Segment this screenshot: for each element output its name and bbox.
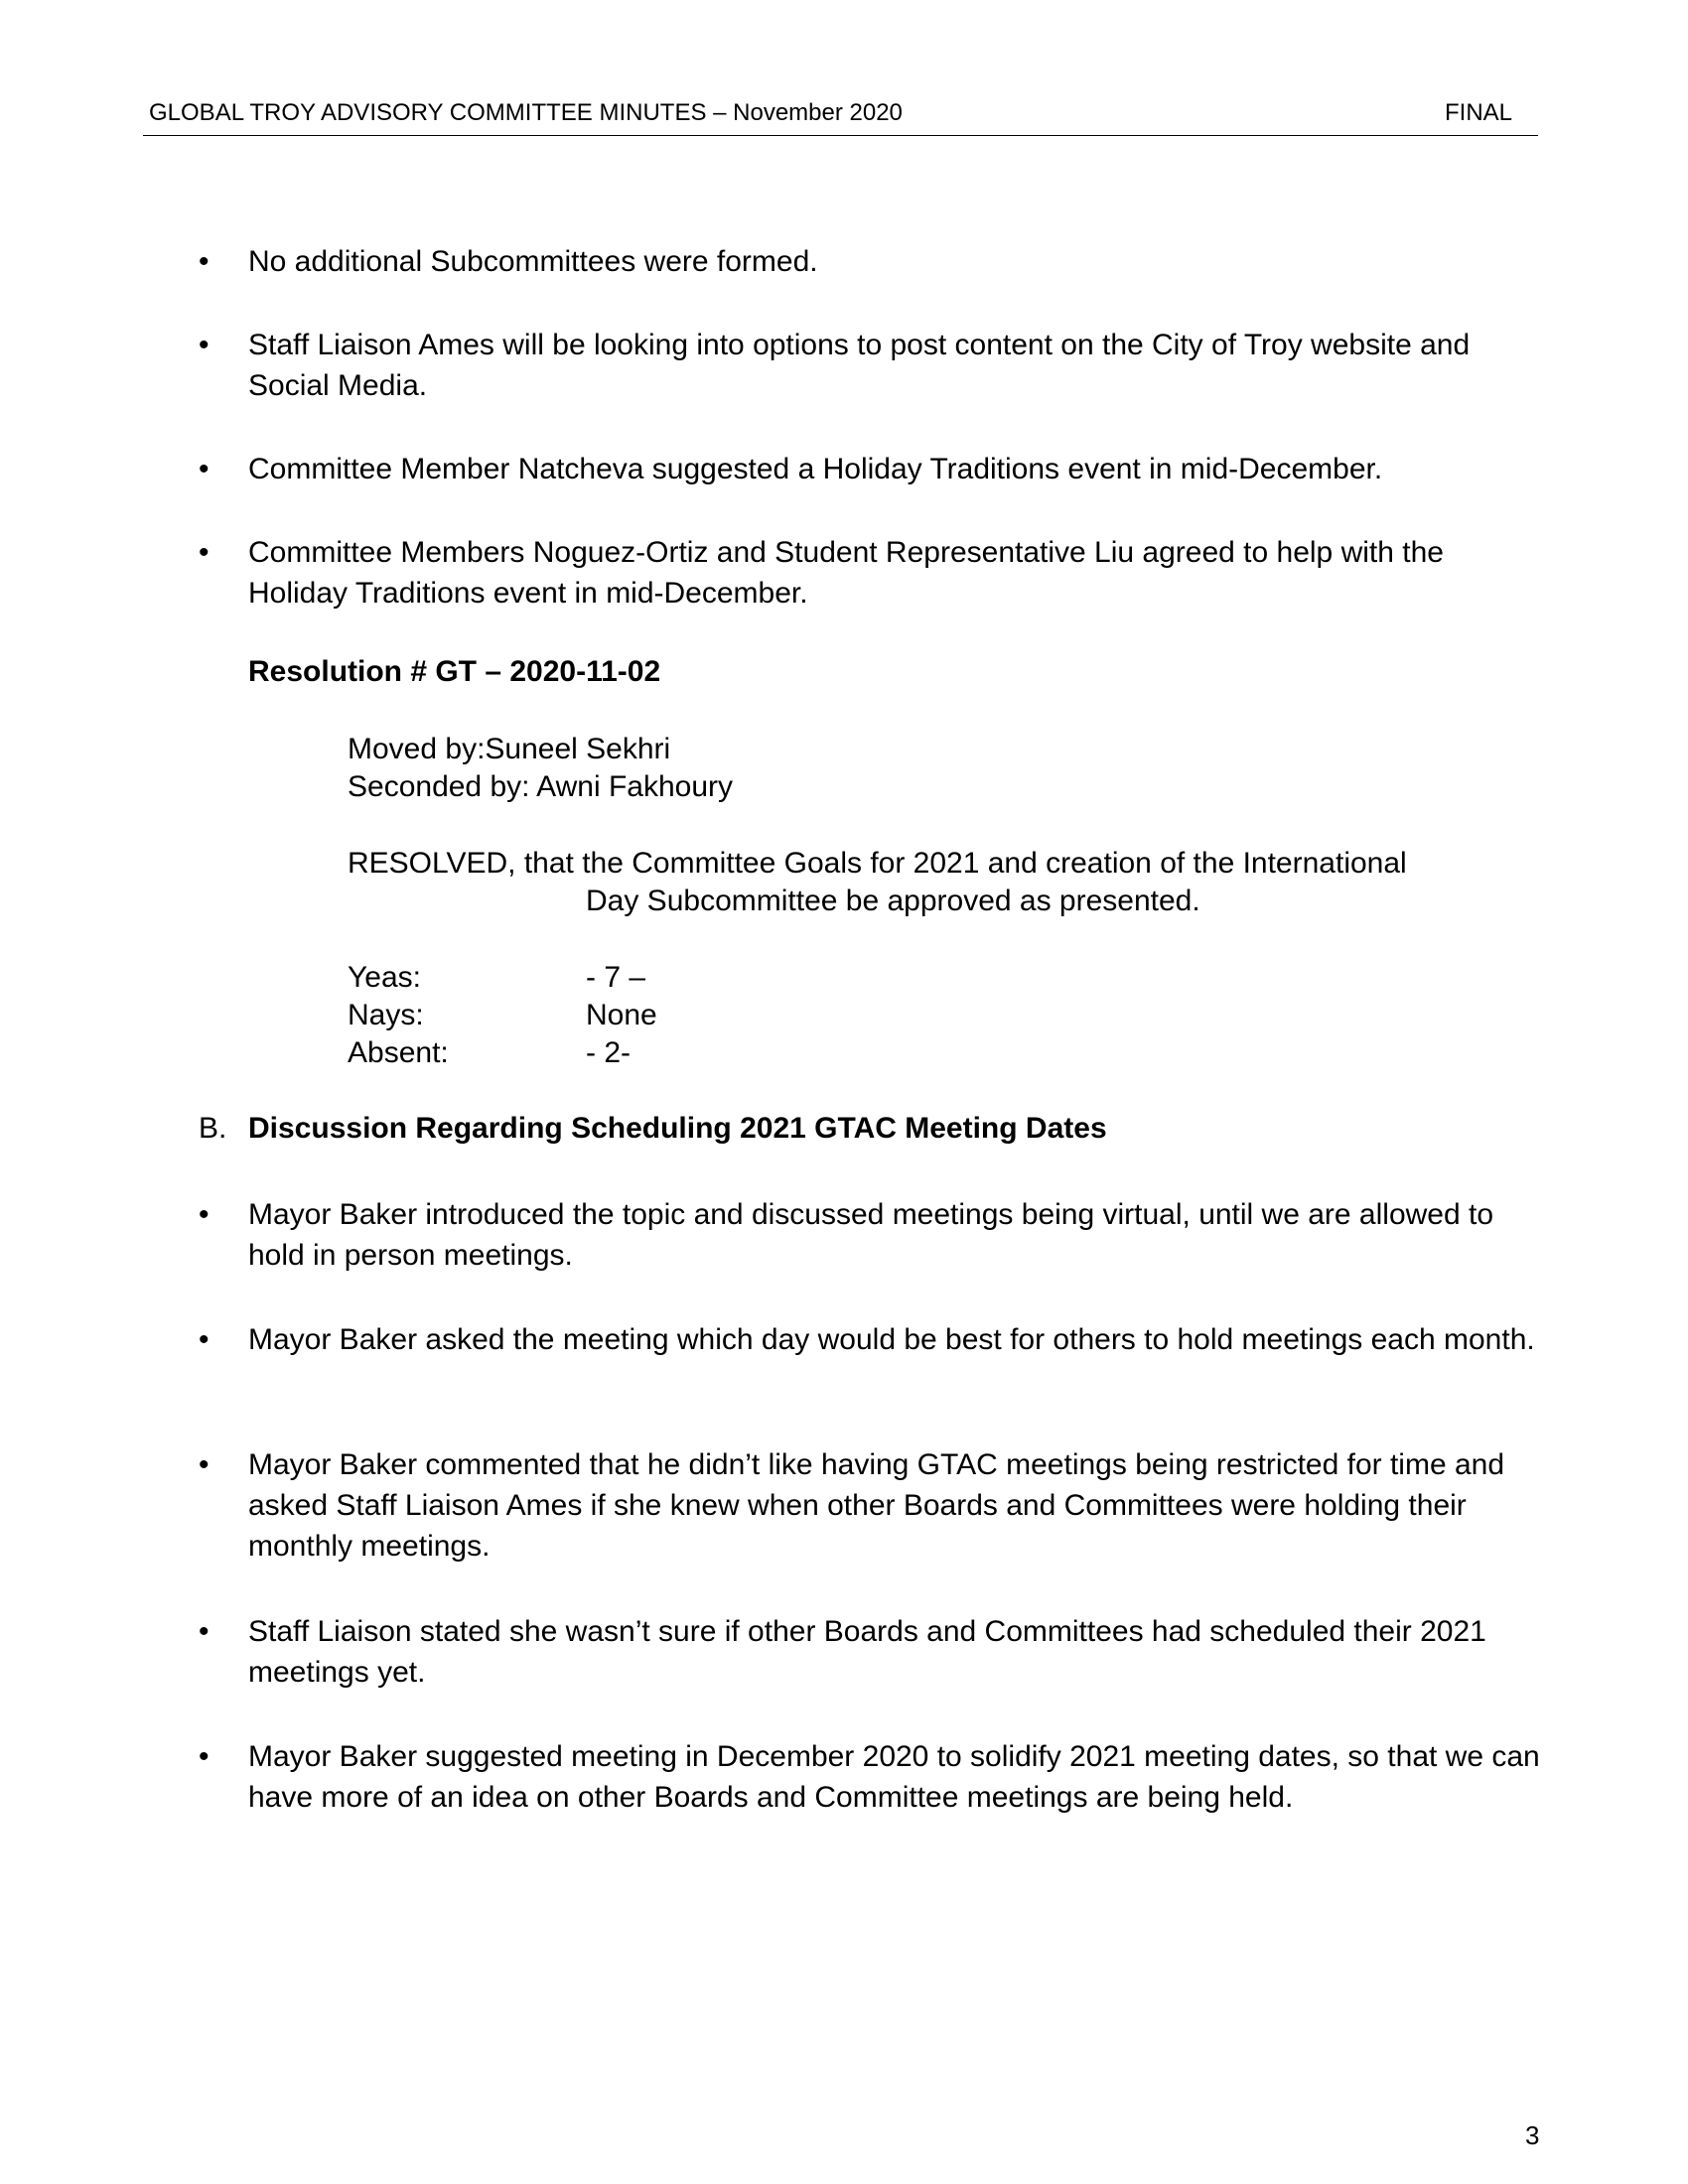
section-heading: Discussion Regarding Scheduling 2021 GTAC Meeting Dates bbox=[248, 1112, 1107, 1145]
page-number: 3 bbox=[1525, 2120, 1540, 2150]
section-letter: B. bbox=[199, 1112, 227, 1145]
bullet-icon: • bbox=[199, 245, 210, 278]
list-item: Mayor Baker asked the meeting which day would be best for others to hold meetings each month. bbox=[248, 1323, 1535, 1356]
seconded-by: Seconded by: Awni Fakhoury bbox=[348, 770, 734, 803]
list-item: Mayor Baker introduced the topic and discussed meetings being virtual, until we are allowed to hold in person meetings. bbox=[248, 1198, 1494, 1272]
header-status: FINAL bbox=[1444, 99, 1512, 126]
bullet-icon: • bbox=[199, 1448, 210, 1481]
header-title: GLOBAL TROY ADVISORY COMMITTEE MINUTES – November 2020 bbox=[149, 99, 903, 126]
page-header bbox=[143, 99, 1538, 136]
resolved-text-line1: RESOLVED, that the Committee Goals for 2021 and creation of the International bbox=[348, 847, 1407, 880]
resolution-title: Resolution # GT – 2020-11-02 bbox=[248, 655, 661, 688]
bullet-icon: • bbox=[199, 1198, 210, 1231]
yeas-label: Yeas: bbox=[348, 961, 421, 994]
bullet-icon: • bbox=[199, 536, 210, 569]
nays-value: None bbox=[586, 999, 657, 1031]
resolved-text-line2: Day Subcommittee be approved as presented. bbox=[586, 885, 1200, 917]
absent-label: Absent: bbox=[348, 1036, 449, 1069]
bullet-icon: • bbox=[199, 453, 210, 485]
list-item: Committee Members Noguez-Ortiz and Student Representative Liu agreed to help with the Holiday Traditions event in mid-December. bbox=[248, 536, 1444, 610]
bullet-icon: • bbox=[199, 1323, 210, 1356]
list-item: Mayor Baker suggested meeting in December 2020 to solidify 2021 meeting dates, so that we can have more of an idea on other Boards and Committee meetings are being held. bbox=[248, 1740, 1540, 1814]
list-item: Staff Liaison Ames will be looking into options to post content on the City of Troy website and Social Media. bbox=[248, 329, 1471, 402]
yeas-value: - 7 – bbox=[586, 961, 646, 994]
list-item: Committee Member Natcheva suggested a Holiday Traditions event in mid-December. bbox=[248, 453, 1383, 485]
list-item: No additional Subcommittees were formed. bbox=[248, 245, 818, 278]
nays-label: Nays: bbox=[348, 999, 424, 1031]
absent-value: - 2- bbox=[586, 1036, 631, 1069]
bullet-icon: • bbox=[199, 329, 210, 361]
moved-by: Moved by:Suneel Sekhri bbox=[348, 733, 671, 765]
bullet-icon: • bbox=[199, 1615, 210, 1648]
bullet-icon: • bbox=[199, 1740, 210, 1773]
list-item: Mayor Baker commented that he didn’t like having GTAC meetings being restricted for time and asked Staff Liaison Ames if she knew when other Boards and Committees were holding their monthly meetings. bbox=[248, 1448, 1505, 1563]
list-item: Staff Liaison stated she wasn’t sure if other Boards and Committees had scheduled their 2021 meetings yet. bbox=[248, 1615, 1486, 1689]
